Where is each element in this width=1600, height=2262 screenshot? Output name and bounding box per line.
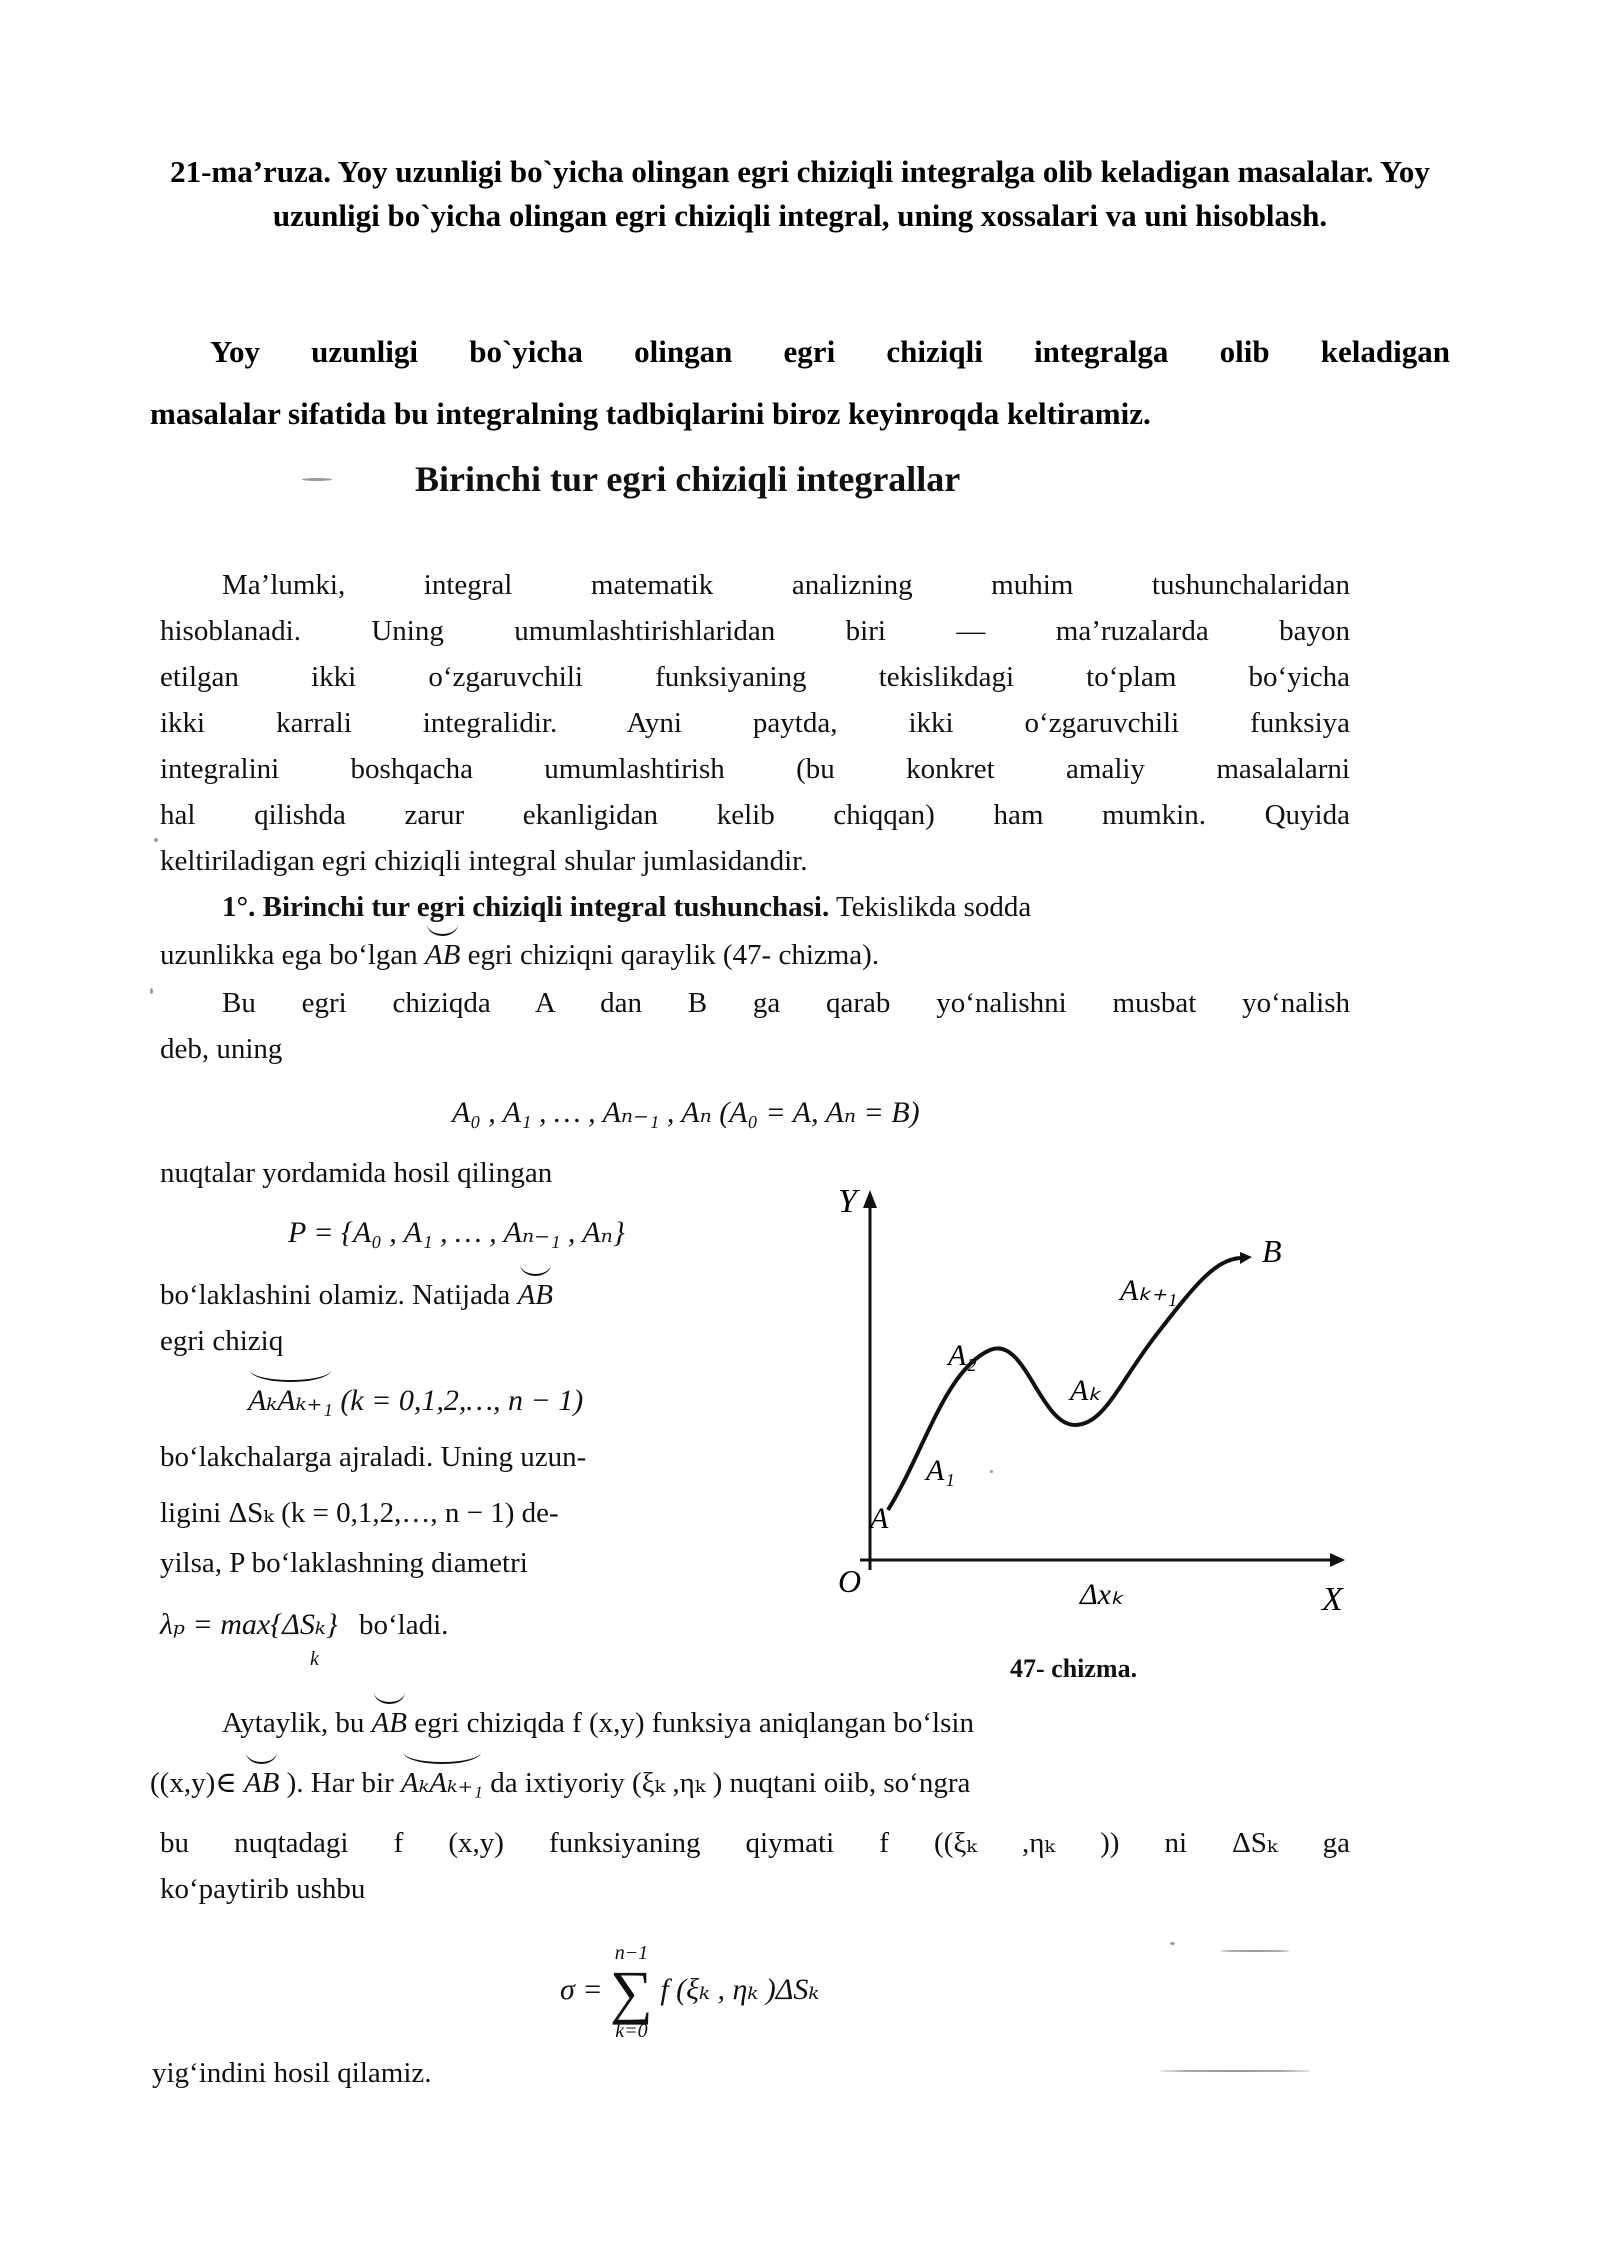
scanned-textbook-page [150,450,1350,2110]
paragraph1-line: integralini boshqacha umumlashtirish (bu konkret amaliy masalalarni [160,753,1350,785]
point-a-label: A [870,1502,889,1535]
text-fragment: uzunlikka ega bo‘lgan [160,939,418,971]
paragraph3-line [222,1700,974,1746]
scan-noise [1160,2070,1310,2072]
sigma-symbol: ∑ [610,1959,653,2025]
curve-end-arrow [1240,1252,1252,1264]
text-fragment: da ixtiyoriy (ξₖ ,ηₖ ) nuqtani oiib, so‘ngra [490,1767,971,1799]
scan-noise [302,478,332,481]
paragraph2-line: yilsa, P bo‘laklashning diametri [160,1547,528,1579]
paragraph1-line: ikki karrali integralidir. Ayni paytda, ikki o‘zgaruvchili funksiya [160,707,1350,739]
figure-47 [830,1160,1350,1620]
scan-noise [1220,1950,1290,1952]
arc-akak1: AₖAₖ₊₁ [401,1760,483,1806]
subsection-number: 1°. [222,891,256,923]
paragraph2-line: Bu egri chiziqda A dan B ga qarab yo‘nalishni musbat yo‘nalish [222,987,1350,1019]
paragraph2-line: egri chiziq [160,1325,284,1357]
point-ak-label: Aₖ [1070,1374,1102,1407]
y-axis-label: Y [838,1183,857,1220]
sum-lhs: σ = [560,1972,603,2006]
paragraph1-line: hal qilishda zarur ekanligidan kelib chiqqan) ham mumkin. Quyida [160,799,1350,831]
formula-lambda-line [160,1602,448,1648]
text-fragment: bo‘laklashini olamiz. Natijada [160,1279,511,1311]
sum-body: f (ξₖ , ηₖ )ΔSₖ [660,1972,820,2006]
formula-points: A₀ , A₁ , … , Aₙ₋₁ , Aₙ (A₀ = A, Aₙ = B) [452,1096,920,1129]
sum-formula [560,1942,819,2042]
text-fragment: egri chiziqni qaraylik (47- chizma). [467,939,880,971]
section-heading: Birinchi tur egri chiziqli integrallar [415,459,961,499]
subsection-rest: Tekislikda sodda [835,891,1032,923]
paragraph1-line: keltiriladigan egri chiziqli integral shular jumlasidandir. [160,845,808,877]
x-axis-label: X [1322,1581,1343,1618]
scan-noise [990,1470,993,1473]
arc-ab: AB [425,932,460,978]
paragraph2-line: deb, uning [160,1033,283,1065]
formula-lambda: λₚ = max{ΔSₖ} [160,1608,338,1641]
arc-ab: AB [244,1760,279,1806]
point-a2-label: A₂ [948,1339,977,1372]
point-b-label: B [1262,1233,1282,1269]
figure-caption: 47- chizma. [1010,1654,1138,1683]
arc-akak1: AₖAₖ₊₁ [248,1378,333,1424]
text-fragment: Aytaylik, bu [222,1707,365,1739]
scan-noise [1170,1942,1175,1945]
delta-x-label: Δxₖ [1080,1578,1124,1611]
sum-operator [610,1942,653,2042]
paragraph2-line: nuqtalar yordamida hosil qilingan [160,1157,553,1189]
paragraph2-line: ligini ΔSₖ (k = 0,1,2,…, n − 1) de- [160,1497,559,1529]
paragraph1-line: etilgan ikki o‘zgaruvchili funksiyaning tekislikdagi to‘plam bo‘yicha [160,661,1350,693]
origin-label: O [838,1563,862,1599]
formula-pieces [248,1378,583,1424]
scan-noise [154,838,158,842]
subsection-line [222,884,1031,930]
paragraph2-line: bo‘lakchalarga ajraladi. Uning uzun- [160,1441,587,1473]
text-fragment: ((x,y)∈ [150,1767,237,1799]
text-fragment: (k = 0,1,2,…, n − 1) [340,1384,584,1417]
paragraph1-line: hisoblanadi. Uning umumlashtirishlaridan biri — ma’ruzalarda bayon [160,615,1350,647]
formula-partition: P = {A₀ , A₁ , … , Aₙ₋₁ , Aₙ} [288,1216,625,1249]
arc-ab: AB [372,1700,407,1746]
text-fragment: egri chiziqda f (x,y) funksiya aniqlangan bo‘lsin [414,1707,974,1739]
subsection-title: Birinchi tur egri chiziqli integral tushunchasi. [262,891,830,923]
paragraph1-line: Ma’lumki, integral matematik analizning muhim tushunchalaridan [222,569,1350,601]
paragraph3-line [150,1760,970,1806]
x-axis-arrow [1330,1553,1345,1567]
paragraph3-line: yig‘indini hosil qilamiz. [152,2057,432,2089]
text-fragment: ). Har bir [286,1767,394,1799]
sum-upper-limit: n−1 [614,1942,649,1964]
y-axis-arrow [863,1190,877,1208]
subsection-line-2 [160,932,879,978]
intro-line-1: Yoy uzunligi bo`yicha olingan egri chiziqli integralga olib keladigan [210,334,1450,369]
point-a1-label: A₁ [926,1454,955,1487]
point-ak1-label: Aₖ₊₁ [1120,1274,1178,1307]
sum-lower-limit: k=0 [615,2020,648,2042]
intro-line-2: masalalar sifatida bu integralning tadbiqlarini biroz keyinroqda keltiramiz. [150,396,1151,431]
scan-noise [150,988,153,994]
paragraph3-line: bu nuqtadagi f (x,y) funksiyaning qiymati f ((ξₖ ,ηₖ )) ni ΔSₖ ga [160,1827,1350,1859]
arc-ab: AB [518,1272,553,1318]
lecture-title: 21-ma’ruza. Yoy uzunligi bo`yicha olingan egri chiziqli integralga olib keladigan masalalar. Yoy uzunligi bo`yicha olingan egri chiziqli integral, uning xossalari va uni hisoblash. [170,154,1430,233]
paragraph2-line [160,1272,553,1318]
text-fragment: bo‘ladi. [359,1609,449,1641]
paragraph3-line: ko‘paytirib ushbu [160,1873,366,1905]
formula-lambda-subscript: k [310,1648,319,1670]
